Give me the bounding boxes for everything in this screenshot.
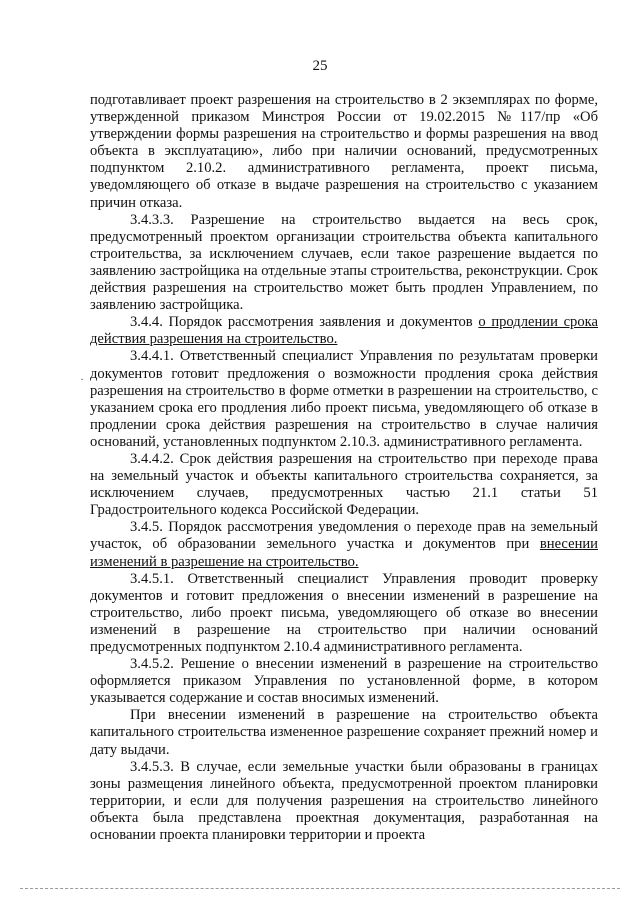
document-body [90,92,598,844]
scan-edge-line [20,888,620,889]
paragraph-3-4-4-underlined: о продлении срока действия разрешения на строительство. [90,314,598,348]
paragraph-3-4-5-lead: 3.4.5. Порядок рассмотрения уведомления о переходе прав на земельный участок, об образовании земельного участка и документов при [90,519,598,553]
margin-mark: · [80,372,84,386]
paragraph-permit-preparation: подготавливает проект разрешения на строительство в 2 экземплярах по форме, утвержденной приказом Минстроя России от 19.02.2015 №117/пр «Об утверждении формы разрешения на строительство и формы разрешения на ввод объекта в эксплуатацию», либо при наличии оснований, предусмотренных подпунктом 2.10.2. административного регламента, проект письма, уведомляющего об отказе в выдаче разрешения на строительство с указанием причин отказа. [90,92,598,211]
paragraph-3-4-5-2: 3.4.5.2. Решение о внесении изменений в разрешение на строительство оформляется приказом Управления по установленной форме, в котором указывается содержание и состав вносимых изменений. [90,656,598,707]
paragraph-3-4-4-1: 3.4.4.1. Ответственный специалист Управления по результатам проверки документов готовит предложения о возможности продления срока действия разрешения на строительство в форме отметки в разрешении на строительство, с указанием срока его продления либо проект письма, уведомляющего об отказе в продлении срока действия разрешения на строительство в случае наличия оснований, установленных подпунктом 2.10.3. административного регламента. [90,348,598,450]
paragraph-3-4-4-lead: 3.4.4. Порядок рассмотрения заявления и документов [130,314,479,331]
paragraph-3-4-5-1: 3.4.5.1. Ответственный специалист Управления проводит проверку документов и готовит предложения о внесении изменений в разрешение на строительство, либо проект письма, уведомляющего об отказе во внесении изменений в разрешение на строительство при наличии оснований предусмотренных подпунктом 2.10.4 административного регламента. [90,570,598,655]
paragraph-amended-permit: При внесении изменений в разрешение на строительство объекта капитального строительства измененное разрешение сохраняет прежний номер и дату выдачи. [90,707,598,758]
paragraph-3-4-5-underlined: внесении изменений в разрешение на строительство. [90,536,598,570]
paragraph-3-4-4-2: 3.4.4.2. Срок действия разрешения на строительство при переходе права на земельный участок и объекты капитального строительства сохраняется, за исключением случаев, предусмотренных частью 21.1 статьи 51 Градостроительного кодекса Российской Федерации. [90,450,598,519]
paragraph-3-4-3-3: 3.4.3.3. Разрешение на строительство выдается на весь срок, предусмотренный проектом организации строительства объекта капитального строительства, за исключением случаев, если такое разрешение выдается по заявлению застройщика на отдельные этапы строительства, реконструкции. Срок действия разрешения на строительство может быть продлен Управлением, по заявлению застройщика. [90,211,598,314]
paragraph-3-4-5-3: 3.4.5.3. В случае, если земельные участки были образованы в границах зоны размещения линейного объекта, предусмотренной проектом планировки территории, и если для получения разрешения на строительство линейного объекта была представлена проектная документация, разработанная на основании проекта планировки территории и проекта [90,758,598,844]
page-number: 25 [312,58,328,74]
paragraph-3-4-4 [90,314,598,348]
paragraph-3-4-5 [90,519,598,570]
